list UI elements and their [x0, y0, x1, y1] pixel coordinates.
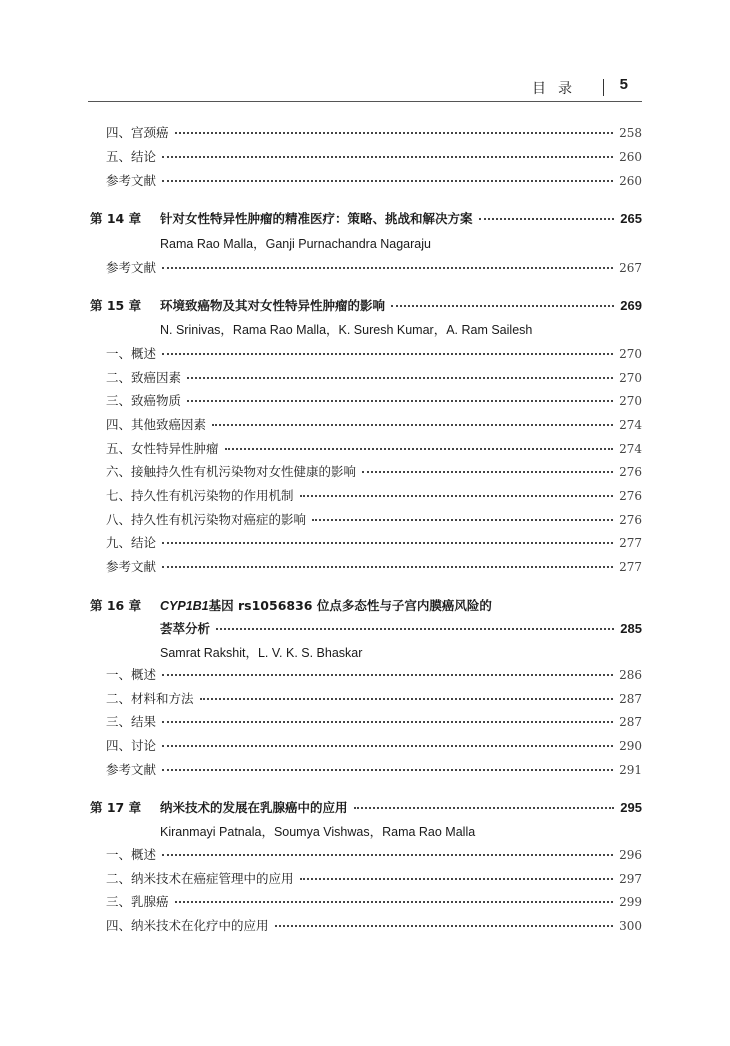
toc-entry[interactable]: 参考文献 291 — [106, 762, 642, 777]
toc-entry[interactable]: 四、讨论 290 — [106, 738, 642, 753]
chapter-14-authors: Rama Rao Malla，Ganji Purnachandra Nagaraju — [160, 237, 431, 251]
chapter-17-authors: Kiranmayi Patnala，Soumya Vishwas，Rama Rao Malla — [160, 825, 476, 839]
chapter-14-heading[interactable]: 第 14 章 针对女性特异性肿瘤的精准医疗：策略、挑战和解决方案 265 — [90, 211, 642, 226]
toc-entry[interactable]: 五、结论 260 — [106, 149, 642, 164]
toc-entry[interactable]: 参考文献 277 — [106, 559, 642, 574]
toc-entry[interactable]: 九、结论 277 — [106, 535, 642, 550]
toc-entry[interactable]: 三、乳腺癌 299 — [106, 894, 642, 909]
toc-entry[interactable]: 六、接触持久性有机污染物对女性健康的影响 276 — [106, 464, 642, 479]
toc-entry[interactable]: 三、结果 287 — [106, 714, 642, 729]
toc-entry[interactable]: 八、持久性有机污染物对癌症的影响 276 — [106, 512, 642, 527]
toc-entry[interactable]: 五、女性特异性肿瘤 274 — [106, 441, 642, 456]
toc-entry[interactable]: 一、概述 270 — [106, 346, 642, 361]
chapter-16-heading-cont[interactable]: 荟萃分析 285 — [160, 621, 642, 636]
toc-entry[interactable]: 参考文献 260 — [106, 173, 642, 188]
chapter-16-authors: Samrat Rakshit，L. V. K. S. Bhaskar — [160, 646, 363, 660]
running-header — [88, 76, 642, 102]
toc-entry[interactable]: 一、概述 286 — [106, 667, 642, 682]
toc-entry[interactable]: 二、致癌因素 270 — [106, 370, 642, 385]
toc-entry[interactable]: 四、宫颈癌 258 — [106, 125, 642, 140]
chapter-17-heading[interactable]: 第 17 章 纳米技术的发展在乳腺癌中的应用 295 — [90, 800, 642, 815]
chapter-15-authors: N. Srinivas，Rama Rao Malla，K. Suresh Kumar，A. Ram Sailesh — [160, 323, 533, 337]
toc-entry[interactable]: 二、材料和方法 287 — [106, 691, 642, 706]
chapter-16-heading[interactable]: 第 16 章 CYP1B1 基因 rs1056836 位点多态性与子宫内膜癌风险的 — [90, 598, 492, 613]
toc-entry[interactable]: 四、纳米技术在化疗中的应用 300 — [106, 918, 642, 933]
toc-entry[interactable]: 参考文献 267 — [106, 260, 642, 275]
gene-name: CYP1B1 — [160, 599, 209, 613]
toc-entry[interactable]: 三、致癌物质 270 — [106, 393, 642, 408]
toc-entry[interactable]: 七、持久性有机污染物的作用机制 276 — [106, 488, 642, 503]
chapter-15-heading[interactable]: 第 15 章 环境致癌物及其对女性特异性肿瘤的影响 269 — [90, 298, 642, 313]
toc-entry[interactable]: 一、概述 296 — [106, 847, 642, 862]
header-title: 目录 — [532, 81, 584, 97]
header-separator — [603, 79, 604, 96]
header-page-number: 5 — [619, 76, 628, 93]
toc-entry[interactable]: 二、纳米技术在癌症管理中的应用 297 — [106, 871, 642, 886]
toc-entry[interactable]: 四、其他致癌因素 274 — [106, 417, 642, 432]
